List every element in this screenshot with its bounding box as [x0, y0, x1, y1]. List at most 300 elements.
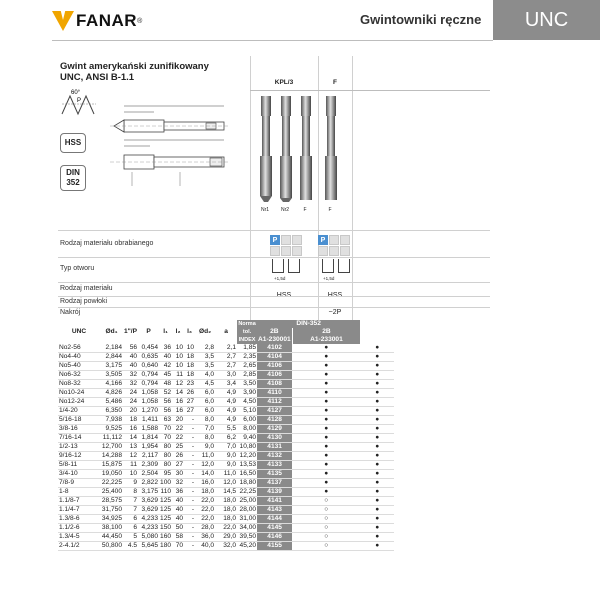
attr-divider	[58, 296, 490, 297]
cell-d2: 8,0	[195, 434, 215, 443]
cell-p: 0,794	[138, 380, 159, 389]
cell-a: 14,5	[215, 488, 237, 497]
cell-d1: 5,486	[100, 398, 123, 407]
cell-d1: 31,750	[101, 506, 122, 514]
p-material-icon: P	[318, 235, 328, 245]
code-f: A1-233001	[292, 336, 360, 344]
cell-index: 4144	[257, 515, 292, 524]
cell-index: 4102	[257, 344, 292, 353]
cell-square: 25,00	[237, 497, 257, 506]
cell-l2: 40	[172, 515, 184, 524]
cell-square: 10,80	[237, 443, 257, 452]
cell-p: 2,309	[138, 461, 159, 470]
cell-p: 0,635	[138, 353, 159, 362]
cell-square: 2,35	[237, 353, 257, 362]
cell-p: 3,629	[138, 497, 159, 506]
cell-l2: 58	[172, 533, 184, 542]
cell-l1: 150	[160, 524, 172, 532]
availability-kpl: ●	[292, 479, 360, 488]
cell-l2: 32	[172, 479, 184, 488]
through-hole-icon	[272, 259, 284, 273]
cell-l1: 70	[159, 434, 172, 443]
cell-tpi: 20	[123, 407, 138, 416]
cell-l2: 10	[172, 362, 184, 371]
cell-l1: 160	[160, 533, 172, 541]
table-row	[58, 452, 394, 461]
tap-label-nr1: Nr1	[260, 207, 270, 213]
availability-f: ●	[360, 380, 394, 389]
table-row	[58, 398, 394, 407]
cell-l3: -	[184, 470, 195, 479]
availability-kpl: ●	[292, 452, 360, 461]
through-hole-icon	[322, 259, 334, 273]
cell-name: No12-24	[58, 398, 100, 407]
cell-a: 3,4	[215, 380, 237, 389]
cell-index: 4106	[257, 371, 292, 380]
cell-tpi: 4.5	[123, 542, 138, 551]
material-icons-f	[318, 235, 350, 245]
cell-d1: 7,938	[100, 416, 123, 425]
availability-kpl: ●	[292, 362, 360, 371]
cell-d1: 9,525	[100, 425, 123, 434]
cell-index: 4135	[257, 470, 292, 479]
cell-index: 4133	[257, 461, 292, 470]
cell-l1: 95	[159, 470, 172, 479]
col-separator-2	[318, 56, 319, 320]
cell-name: 1.3/4-5	[58, 533, 100, 542]
cell-l3: -	[184, 488, 195, 497]
cell-index: 4155	[257, 542, 292, 551]
cell-l2: 14	[172, 389, 184, 398]
cell-name: 7/16-14	[58, 434, 100, 443]
cell-l3: -	[184, 416, 195, 425]
table-row	[58, 344, 394, 353]
cell-l1: 36	[159, 344, 172, 353]
cell-p: 0,640	[138, 362, 159, 371]
cell-p: 5,080	[138, 533, 159, 542]
cell-a: 32,0	[215, 542, 237, 551]
col-header-d1: Ød₁	[105, 328, 118, 336]
brand-registered-mark: ®	[137, 17, 143, 25]
cell-square: 3,50	[237, 380, 257, 389]
availability-f: ●	[360, 362, 394, 371]
availability-kpl: ●	[292, 488, 360, 497]
availability-f: ●	[360, 506, 394, 515]
cell-a: 4,9	[215, 398, 237, 407]
cell-square: 2,65	[237, 362, 257, 371]
cell-l2: 16	[172, 398, 184, 407]
cell-l2: 36	[172, 488, 184, 497]
page-title: Gwintowniki ręczne	[360, 12, 482, 27]
availability-f: ●	[360, 398, 394, 407]
cell-p: 4,233	[138, 515, 159, 524]
material-icons-kpl-row2	[270, 246, 302, 256]
tol-label: tol.	[237, 328, 257, 336]
cell-d1: 2,844	[100, 353, 123, 362]
material-hss-box: HSS	[60, 133, 86, 153]
col-header-l3: l₃	[187, 328, 192, 336]
availability-kpl: ○	[292, 515, 360, 524]
cell-name: 1-8	[58, 488, 100, 497]
availability-kpl: ○	[292, 497, 360, 506]
cell-index: 4128	[257, 416, 292, 425]
cell-p: 3,629	[138, 506, 159, 515]
cell-name: 1/2-13	[58, 443, 100, 452]
cell-p: 1,411	[138, 416, 159, 425]
table-row	[58, 461, 394, 470]
cell-a: 4,9	[215, 407, 237, 416]
cell-l1: 110	[160, 488, 172, 496]
cell-l2: 30	[172, 470, 184, 479]
cell-d1: 25,400	[101, 488, 122, 496]
cell-square: 9,40	[237, 434, 257, 443]
pitch-label: P	[77, 98, 82, 104]
cell-a: 18,0	[215, 497, 237, 506]
cell-p: 3,175	[138, 488, 159, 497]
tap-labels	[255, 207, 355, 213]
cell-d2: 2,8	[195, 344, 215, 353]
cell-name: No8-32	[58, 380, 100, 389]
availability-f: ●	[360, 434, 394, 443]
cell-tpi: 40	[123, 353, 138, 362]
cell-name: 2-4.1/2	[58, 542, 100, 551]
cell-d2: 3,5	[195, 353, 215, 362]
cell-tpi: 24	[123, 389, 138, 398]
cell-name: 5/8-11	[58, 461, 100, 470]
cell-a: 7,0	[215, 443, 237, 452]
hole-type-icons-f	[322, 259, 350, 273]
brand-name: FANAR	[76, 11, 138, 30]
cell-d2: 40,0	[195, 542, 215, 551]
cell-a: 4,9	[215, 389, 237, 398]
cell-l2: 16	[172, 407, 184, 416]
availability-f: ●	[360, 389, 394, 398]
cell-index: 4106	[257, 362, 292, 371]
cell-name: No6-32	[58, 371, 100, 380]
cell-a: 12,0	[215, 479, 237, 488]
cell-d2: 8,0	[195, 416, 215, 425]
cell-index: 4127	[257, 407, 292, 416]
product-title: Gwint amerykański zunifikowany	[60, 61, 209, 72]
cell-tpi: 7	[123, 506, 138, 515]
cell-d2: 3,5	[195, 362, 215, 371]
table-row	[58, 542, 394, 551]
cell-l3: -	[184, 506, 195, 515]
cell-tpi: 6	[123, 524, 138, 533]
cell-square: 22,25	[237, 488, 257, 497]
attr-label-material-worked: Rodzaj materiału obrabianego	[60, 240, 154, 247]
cell-l1: 80	[159, 452, 172, 461]
cell-l1: 42	[159, 362, 172, 371]
cell-l1: 70	[159, 425, 172, 434]
cell-index: 4130	[257, 434, 292, 443]
spec-table	[58, 320, 394, 551]
availability-f: ●	[360, 524, 394, 533]
cell-d1: 19,050	[101, 470, 122, 478]
cell-square: 45,20	[237, 542, 257, 551]
tol-f: 2B	[292, 328, 360, 336]
cell-name: No10-24	[58, 389, 100, 398]
column-group-kpl3: KPL/3	[274, 79, 294, 86]
cell-tpi: 8	[123, 488, 138, 497]
material-icon-inactive	[292, 246, 302, 256]
cell-l3: -	[184, 461, 195, 470]
cell-l2: 70	[172, 542, 184, 551]
cell-d1: 12,700	[101, 443, 122, 451]
cell-l2: 20	[172, 416, 184, 425]
cell-p: 1,814	[138, 434, 159, 443]
availability-f: ●	[360, 353, 394, 362]
unc-badge: UNC	[493, 0, 600, 40]
tap-photo-f2	[325, 96, 337, 200]
cell-l1: 56	[159, 407, 172, 416]
cell-name: No5-40	[58, 362, 100, 371]
cell-name: 1.3/8-6	[58, 515, 100, 524]
cell-square: 3,90	[237, 389, 257, 398]
cell-a: 11,0	[215, 470, 237, 479]
cell-name: 1.1/2-6	[58, 524, 100, 533]
attr-divider	[58, 257, 490, 258]
material-icon-inactive	[329, 246, 339, 256]
cell-l2: 11	[172, 371, 184, 380]
cell-square: 18,80	[237, 479, 257, 488]
table-row	[58, 380, 394, 389]
cell-index: 4108	[257, 380, 292, 389]
cell-index: 4141	[257, 497, 292, 506]
table-row	[58, 416, 394, 425]
cell-tpi: 56	[123, 344, 138, 353]
cell-l3: 27	[184, 398, 195, 407]
availability-kpl: ●	[292, 353, 360, 362]
cell-square: 5,10	[237, 407, 257, 416]
cell-l3: -	[184, 434, 195, 443]
cell-d1: 44,450	[101, 533, 122, 541]
attr-label-coating: Rodzaj powłoki	[60, 298, 108, 305]
cell-d2: 11,0	[195, 452, 215, 461]
availability-f: ●	[360, 533, 394, 542]
cell-a: 29,0	[215, 533, 237, 542]
cell-l1: 180	[160, 542, 172, 550]
cell-p: 1,058	[138, 389, 159, 398]
cell-p: 5,645	[138, 542, 159, 551]
cell-d2: 6,0	[195, 398, 215, 407]
cell-square: 4,50	[237, 398, 257, 407]
cell-l3: -	[184, 497, 195, 506]
table-row	[58, 407, 394, 416]
cell-l3: 18	[184, 371, 195, 380]
material-icons-kpl	[270, 235, 302, 245]
col-separator-3	[352, 56, 353, 320]
cell-tpi: 5	[123, 533, 138, 542]
availability-f: ●	[360, 461, 394, 470]
material-icon-inactive	[270, 246, 280, 256]
cell-l1: 100	[160, 479, 172, 487]
cell-a: 9,0	[215, 461, 237, 470]
table-row	[58, 479, 394, 488]
material-icon-inactive	[318, 246, 328, 256]
cell-a: 4,9	[215, 416, 237, 425]
table-row	[58, 353, 394, 362]
cell-index: 4137	[257, 479, 292, 488]
cell-d2: 28,0	[195, 524, 215, 533]
availability-f: ●	[360, 542, 394, 551]
availability-kpl: ○	[292, 542, 360, 551]
availability-f: ●	[360, 443, 394, 452]
cell-p: 2,822	[138, 479, 159, 488]
material-din-box	[60, 165, 86, 191]
cell-l1: 80	[159, 461, 172, 470]
table-row	[58, 362, 394, 371]
material-icon-inactive	[329, 235, 339, 245]
availability-f: ●	[360, 470, 394, 479]
cell-d2: 22,0	[195, 497, 215, 506]
cell-d2: 6,0	[195, 407, 215, 416]
tap-label-nr2: Nr2	[280, 207, 290, 213]
tap-technical-drawing	[110, 100, 240, 210]
table-row	[58, 470, 394, 479]
cell-l3: -	[184, 515, 195, 524]
cell-p: 1,954	[138, 443, 159, 452]
cell-l3: 26	[184, 389, 195, 398]
cell-square: 13,53	[237, 461, 257, 470]
cell-l3: -	[184, 533, 195, 542]
cell-name: 9/16-12	[58, 452, 100, 461]
cell-name: 1.1/8-7	[58, 497, 100, 506]
availability-kpl: ○	[292, 506, 360, 515]
material-icon-inactive	[340, 246, 350, 256]
availability-f: ●	[360, 479, 394, 488]
cell-tpi: 12	[123, 452, 138, 461]
availability-kpl: ●	[292, 461, 360, 470]
cell-p: 0,454	[138, 344, 159, 353]
cell-d1: 2,184	[100, 344, 123, 353]
cell-d1: 4,166	[100, 380, 123, 389]
cell-a: 2,7	[215, 362, 237, 371]
cell-d2: 7,0	[195, 425, 215, 434]
thread-profile-icon	[60, 86, 100, 118]
cell-l3: 23	[184, 380, 195, 389]
cell-d1: 34,925	[101, 515, 122, 523]
cell-p: 4,233	[138, 524, 159, 533]
material-icon-inactive	[340, 235, 350, 245]
material-icon-inactive	[281, 235, 291, 245]
availability-f: ●	[360, 344, 394, 353]
cell-l3: -	[184, 443, 195, 452]
cell-l3: 18	[184, 353, 195, 362]
cell-l2: 12	[172, 380, 184, 389]
cell-tpi: 24	[123, 398, 138, 407]
angle-label: 60°	[71, 90, 81, 96]
tap-photos	[252, 92, 352, 204]
cell-l1: 125	[160, 497, 172, 505]
cell-a: 6,2	[215, 434, 237, 443]
cell-tpi: 16	[123, 425, 138, 434]
attr-label-chamfer: Nakrój	[60, 309, 81, 316]
cell-square: 12,20	[237, 452, 257, 461]
cell-p: 2,117	[138, 452, 159, 461]
availability-kpl: ○	[292, 524, 360, 533]
cell-square: 2,85	[237, 371, 257, 380]
cell-a: 2,1	[215, 344, 237, 353]
cell-a: 18,0	[215, 506, 237, 515]
cell-a: 9,0	[215, 452, 237, 461]
cell-index: 4145	[257, 524, 292, 533]
hole-note-f: +1,5d	[323, 276, 335, 281]
cell-p: 1,270	[138, 407, 159, 416]
cell-d1: 50,800	[101, 542, 122, 550]
blind-hole-icon	[288, 259, 300, 273]
cell-d2: 16,0	[195, 479, 215, 488]
availability-f: ●	[360, 416, 394, 425]
col-header-l2: l₂	[175, 328, 181, 336]
cell-p: 0,794	[138, 371, 159, 380]
brand-logo	[52, 10, 156, 32]
material-icons-f-row2	[318, 246, 350, 256]
table-row	[58, 488, 394, 497]
cell-d2: 6,0	[195, 389, 215, 398]
availability-f: ●	[360, 407, 394, 416]
cell-index: 4139	[257, 488, 292, 497]
cell-index: 4112	[257, 398, 292, 407]
cell-l1: 52	[159, 389, 172, 398]
cell-name: No4-40	[58, 353, 100, 362]
availability-kpl: ●	[292, 371, 360, 380]
cell-d1: 4,826	[100, 389, 123, 398]
cell-index: 4146	[257, 533, 292, 542]
code-kpl: A1-230001	[258, 336, 291, 344]
attr-label-material: Rodzaj materiału	[60, 285, 113, 292]
table-row	[58, 524, 394, 533]
hole-note-kpl: +1,5d	[274, 276, 286, 281]
cell-d1: 6,350	[100, 407, 123, 416]
cell-l1: 48	[159, 380, 172, 389]
cell-square: 1,85	[237, 344, 257, 353]
cell-d2: 9,0	[195, 443, 215, 452]
cell-a: 18,0	[215, 515, 237, 524]
availability-kpl: ●	[292, 434, 360, 443]
cell-l1: 56	[159, 398, 172, 407]
tol-kpl: 2B	[257, 328, 292, 336]
cell-l2: 40	[172, 497, 184, 506]
cell-l3: 10	[184, 344, 195, 353]
hole-type-icons-kpl	[272, 259, 300, 273]
attr-divider	[58, 307, 490, 308]
table-row	[58, 506, 394, 515]
availability-kpl: ●	[292, 380, 360, 389]
cell-d2: 22,0	[195, 515, 215, 524]
cell-l2: 22	[172, 434, 184, 443]
cell-d2: 18,0	[195, 488, 215, 497]
table-row	[58, 443, 394, 452]
cell-d2: 4,0	[195, 371, 215, 380]
cell-l1: 125	[160, 506, 172, 514]
cell-l2: 26	[172, 452, 184, 461]
cell-tpi: 18	[123, 416, 138, 425]
cell-l3: -	[184, 452, 195, 461]
cell-l3: 18	[184, 362, 195, 371]
table-row	[58, 497, 394, 506]
cell-p: 1,058	[138, 398, 159, 407]
din-label: DIN 352	[66, 168, 80, 187]
table-row	[58, 533, 394, 542]
cell-l2: 40	[172, 506, 184, 515]
material-icon-inactive	[292, 235, 302, 245]
cell-l2: 22	[172, 425, 184, 434]
cell-name: 1.1/4-7	[58, 506, 100, 515]
cell-l3: -	[184, 524, 195, 533]
cell-tpi: 7	[123, 497, 138, 506]
cell-index: 4143	[257, 506, 292, 515]
